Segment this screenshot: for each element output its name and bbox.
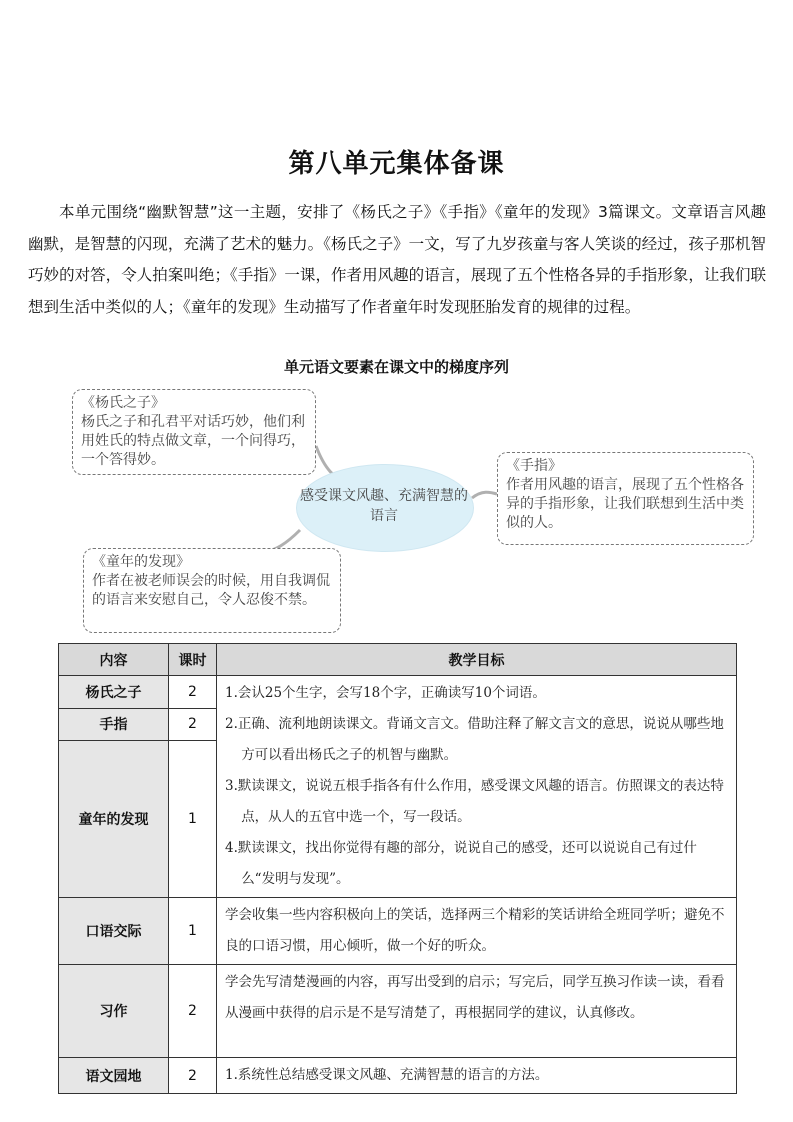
goals-writing-cell — [217, 965, 737, 1058]
mindmap-box-title: 《杨氏之子》 — [81, 395, 165, 411]
goal-item: 3.默读课文，说说五根手指各有什么作用，感受课文风趣的语言。仿照课文的表达特点，从人的五官中选一个，写一段话。 — [225, 778, 724, 825]
mindmap-box-text: 杨氏之子和孔君平对话巧妙，他们利用姓氏的特点做文章，一个问得巧，一个答得妙。 — [81, 414, 305, 468]
row-name: 手指 — [59, 708, 169, 741]
mindmap-box-yangshi — [72, 389, 316, 475]
mindmap-box-title: 《童年的发现》 — [92, 554, 190, 570]
row-name: 口语交际 — [59, 898, 169, 965]
goal-item: 1.会认25个生字，会写18个字，正确读写10个词语。 — [225, 685, 546, 701]
goals-oral-cell — [217, 898, 737, 965]
row-hours: 1 — [169, 741, 217, 898]
goals-garden-cell — [217, 1058, 737, 1094]
diagram-title: 单元语文要素在课文中的梯度序列 — [283, 358, 509, 376]
intro-paragraph: 本单元围绕“幽默智慧”这一主题，安排了《杨氏之子》《手指》《童年的发现》3篇课文。文章语言风趣幽默，是智慧的闪现，充满了艺术的魅力。《杨氏之子》一文，写了九岁孩童与客人笑谈的经过，孩子那机智巧妙的对答，令人拍案叫绝；《手指》一课，作者用风趣的语言，展现了五个性格各异的手指形象，让我们联想到生活中类似的人；《童年的发现》生动描写了作者童年时发现胚胎发育的规律的过程。 — [28, 203, 766, 316]
goals-lessons-cell — [217, 676, 737, 898]
mindmap-center-text: 感受课文风趣、充满智慧的语言 — [300, 488, 468, 524]
table-row — [59, 898, 737, 965]
page-title: 第八单元集体备课 — [288, 149, 505, 179]
connector-line-right — [472, 492, 497, 498]
goal-text: 学会先写清楚漫画的内容，再写出受到的启示；写完后，同学互换习作读一读，看看从漫画中获得的启示是不是写清楚了，再根据同学的建议，认真修改。 — [225, 974, 725, 1021]
row-hours: 2 — [169, 965, 217, 1058]
row-name: 习作 — [59, 965, 169, 1058]
mindmap-box-text: 作者用风趣的语言，展现了五个性格各异的手指形象，让我们联想到生活中类似的人。 — [506, 477, 744, 531]
header-content: 内容 — [59, 644, 169, 676]
mindmap-box-text: 作者在被老师误会的时候，用自我调侃的语言来安慰自己，令人忍俊不禁。 — [92, 573, 330, 608]
goal-text: 学会收集一些内容积极向上的笑话，选择两三个精彩的笑话讲给全班同学听；避免不良的口语习惯，用心倾听，做一个好的听众。 — [225, 907, 725, 954]
row-name: 童年的发现 — [59, 741, 169, 898]
teaching-plan-table — [58, 643, 737, 1094]
mindmap-box-shouzhi — [497, 452, 754, 545]
table-header-row — [59, 644, 737, 676]
row-hours: 1 — [169, 898, 217, 965]
table-row — [59, 1058, 737, 1094]
table-row — [59, 676, 737, 709]
header-goals: 教学目标 — [217, 644, 737, 676]
mindmap-box-title: 《手指》 — [506, 458, 562, 474]
goal-item: 2.正确、流利地朗读课文。背诵文言文。借助注释了解文言文的意思，说说从哪些地方可以看出杨氏之子的机智与幽默。 — [225, 716, 724, 763]
row-hours: 2 — [169, 1058, 217, 1094]
header-hours: 课时 — [169, 644, 217, 676]
row-hours: 2 — [169, 708, 217, 741]
row-hours: 2 — [169, 676, 217, 709]
row-name: 杨氏之子 — [59, 676, 169, 709]
goal-item: 4.默读课文，找出你觉得有趣的部分，说说自己的感受，还可以说说自己有过什么“发明与发现”。 — [225, 840, 697, 887]
goal-text: 1.系统性总结感受课文风趣、充满智慧的语言的方法。 — [225, 1067, 549, 1083]
table-row — [59, 965, 737, 1058]
mindmap-box-tongnian — [83, 548, 341, 633]
row-name: 语文园地 — [59, 1058, 169, 1094]
